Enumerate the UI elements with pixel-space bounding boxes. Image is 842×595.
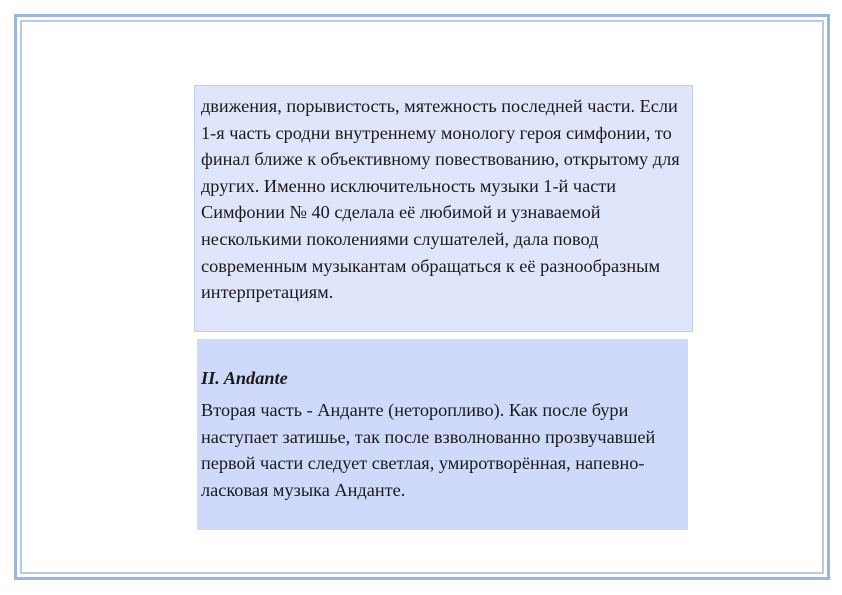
paragraph-continuation: движения, порывистость, мятежность последней части. Если 1-я часть сродни внутреннему монологу героя симфонии, то финал ближе к объективному повествованию, открытому для других. Именно исключительность музыки 1-й части Симфонии № 40 сделала её любимой и узнаваемой несколькими поколениями слушателей, дала повод современным музыкантам обращаться к её разнообразным интерпретациям. [201, 96, 680, 303]
text-box-andante [197, 339, 688, 530]
section-heading: II. Andante [201, 368, 288, 388]
text-box-continuation [194, 85, 693, 332]
section-body: Вторая часть - Анданте (неторопливо). Как после бури наступает затишье, так после взволнованно прозвучавшей первой части следует светлая, умиротворённая, напевно-ласковая музыка Анданте. [201, 400, 656, 500]
